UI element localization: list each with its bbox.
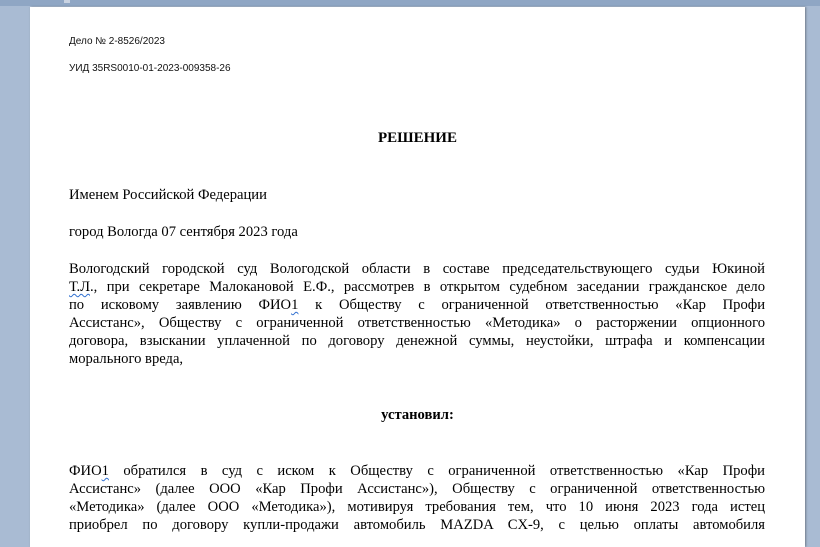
spellcheck-underline: 1 [291, 297, 299, 313]
facts-line: ФИО1 обратился в суд с иском к Обществу с ограниченной ответственностью «Кар Профи [69, 463, 765, 479]
intro-paragraph [69, 260, 765, 368]
city-date-line: город Вологда 07 сентября 2023 года [69, 224, 298, 240]
facts-line: приобрел по договору купли-продажи автомобиль MAZDA CX-9, с целью оплаты автомобиля [69, 517, 765, 533]
intro-line: Ассистанс», Обществу с ограниченной ответственностью «Методика» о расторжении опционного [69, 315, 765, 331]
facts-line: «Методика» (далее ООО «Методика»), мотивируя требования тем, что 10 июня 2023 года истец [69, 499, 765, 515]
ruler-marker [64, 0, 70, 3]
spellcheck-underline: 1 [101, 463, 109, 479]
in-the-name-line: Именем Российской Федерации [69, 187, 267, 203]
window-top-strip [0, 0, 820, 6]
spellcheck-underline: Т.Л [69, 279, 90, 295]
established-heading: установил: [381, 407, 454, 423]
intro-line: Т.Л., при секретаре Малокановой Е.Ф., рассмотрев в открытом судебном заседании гражданское дело [69, 279, 765, 295]
case-number: Дело № 2-8526/2023 [69, 36, 165, 47]
intro-line: договора, взыскании уплаченной по договору денежной суммы, неустойки, штрафа и компенсации [69, 333, 765, 349]
facts-paragraph [69, 462, 765, 534]
intro-line: по исковому заявлению ФИО1 к Обществу с ограниченной ответственностью «Кар Профи [69, 297, 766, 313]
facts-line: Ассистанс» (далее ООО «Кар Профи Ассистанс»), Обществу с ограниченной ответственностью [69, 481, 765, 497]
document-page [30, 7, 805, 547]
case-uid: УИД 35RS0010-01-2023-009358-26 [69, 63, 231, 74]
intro-line: Вологодский городской суд Вологодской области в составе председательствующего судьи Юкиной [69, 261, 765, 277]
document-title: РЕШЕНИЕ [378, 130, 457, 146]
intro-line: морального вреда, [69, 351, 184, 367]
